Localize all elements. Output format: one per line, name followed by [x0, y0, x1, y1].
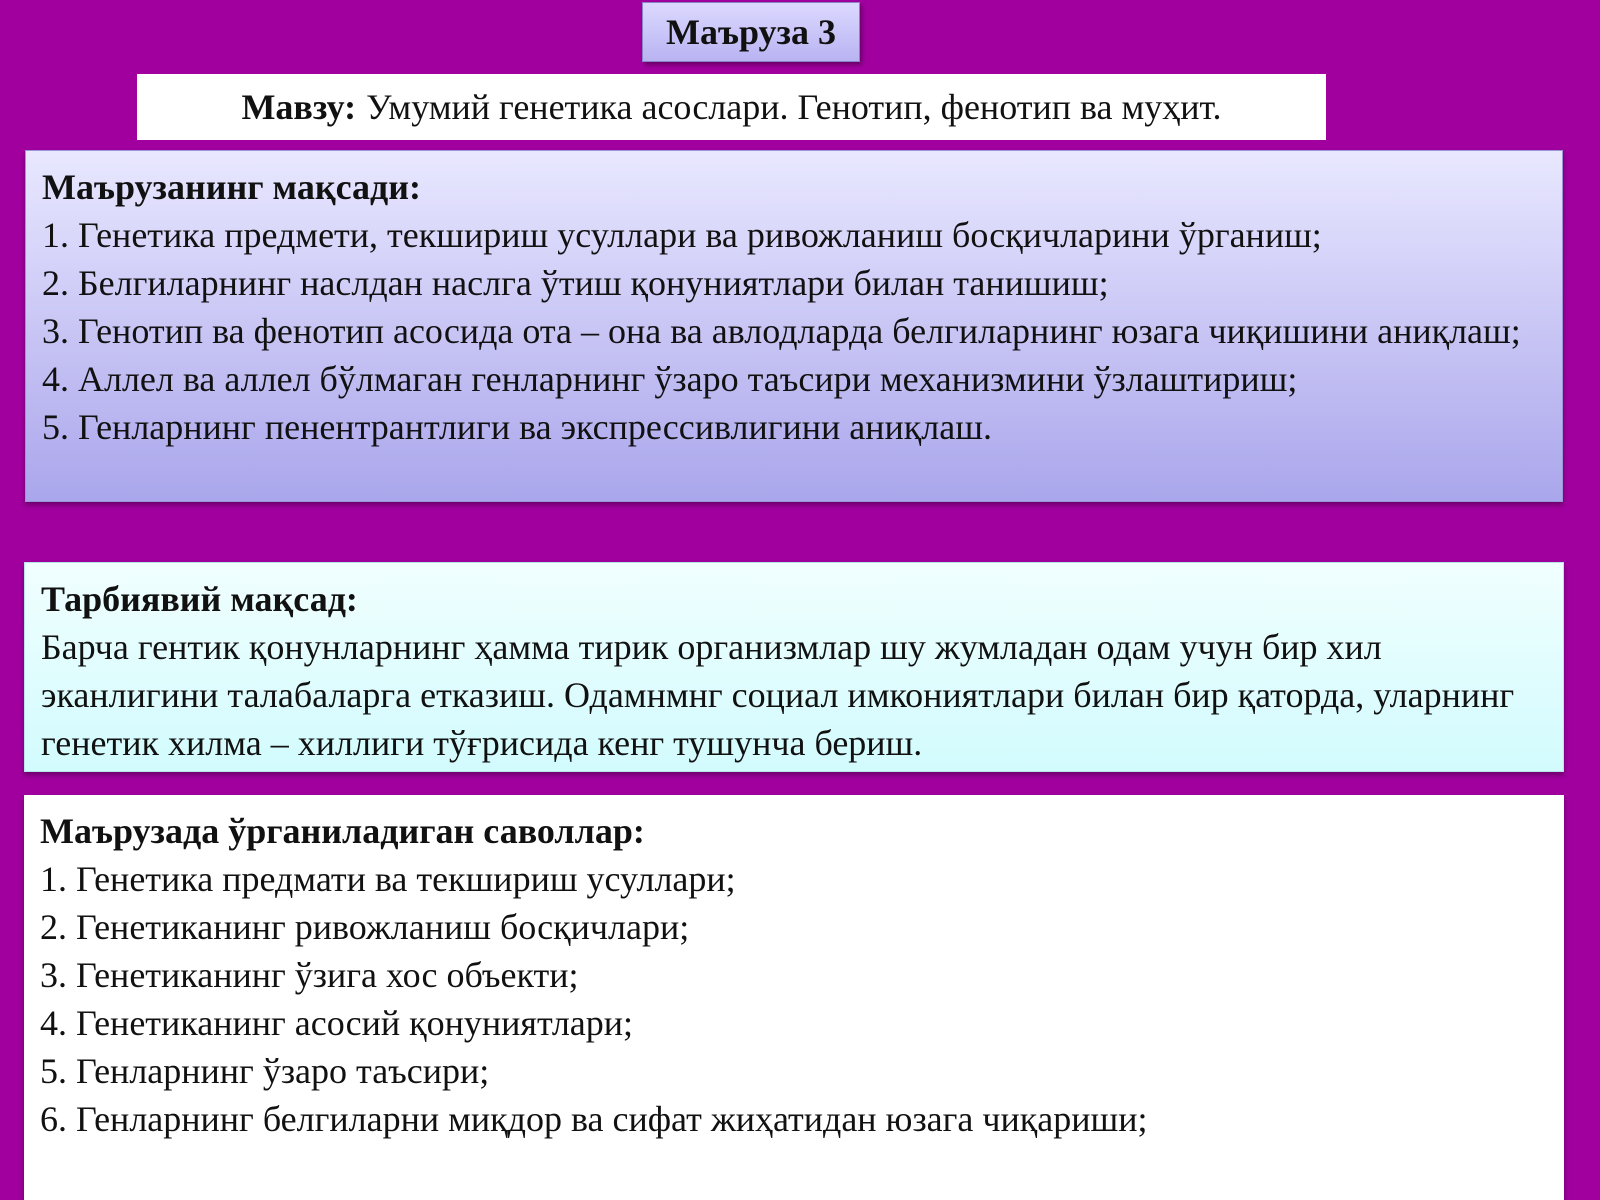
question-item: 3. Генетиканинг ўзига хос объекти; [40, 955, 579, 995]
educational-goal-heading: Тарбиявий мақсад: [41, 579, 358, 619]
educational-goal-text: Барча гентик қонунларнинг ҳамма тирик организмлар шу жумладан одам учун бир хил эканлигини талабаларга етказиш. Одамнмнг социал имкониятлари билан бир қаторда, уларнинг генетик хилма – хиллиги тўғрисида кенг тушунча бериш. [41, 627, 1515, 763]
goal-item: 5. Генларнинг пенентрантлиги ва экспрессивлигини аниқлаш. [42, 407, 992, 447]
questions-heading: Маърузада ўрганиладиган саволлар: [40, 811, 645, 851]
topic-text: Умумий генетика асослари. Генотип, фенотип ва муҳит. [366, 87, 1222, 127]
lecture-title-text: Маъруза 3 [666, 12, 836, 52]
goal-item: 2. Белгиларнинг наслдан наслга ўтиш қонуниятлари билан танишиш; [42, 263, 1109, 303]
topic-banner [137, 74, 1326, 140]
topic-label: Мавзу: [241, 87, 357, 127]
goal-item: 1. Генетика предмети, текшириш усуллари ва ривожланиш босқичларини ўрганиш; [42, 215, 1322, 255]
lecture-title [642, 2, 860, 62]
question-item: 5. Генларнинг ўзаро таъсири; [40, 1051, 490, 1091]
question-item: 1. Генетика предмати ва текшириш усуллари; [40, 859, 736, 899]
goals-panel [25, 150, 1563, 502]
educational-goal-panel [24, 562, 1564, 772]
goal-item: 3. Генотип ва фенотип асосида ота – она ва авлодларда белгиларнинг юзага чиқишини аниқлаш; [42, 311, 1521, 351]
question-item: 6. Генларнинг белгиларни миқдор ва сифат жиҳатидан юзага чиқариши; [40, 1099, 1148, 1139]
question-item: 4. Генетиканинг асосий қонуниятлари; [40, 1003, 634, 1043]
questions-panel [24, 795, 1564, 1200]
goals-heading: Маърузанинг мақсади: [42, 167, 421, 207]
question-item: 2. Генетиканинг ривожланиш босқичлари; [40, 907, 690, 947]
goal-item: 4. Аллел ва аллел бўлмаган генларнинг ўзаро таъсири механизмини ўзлаштириш; [42, 359, 1298, 399]
